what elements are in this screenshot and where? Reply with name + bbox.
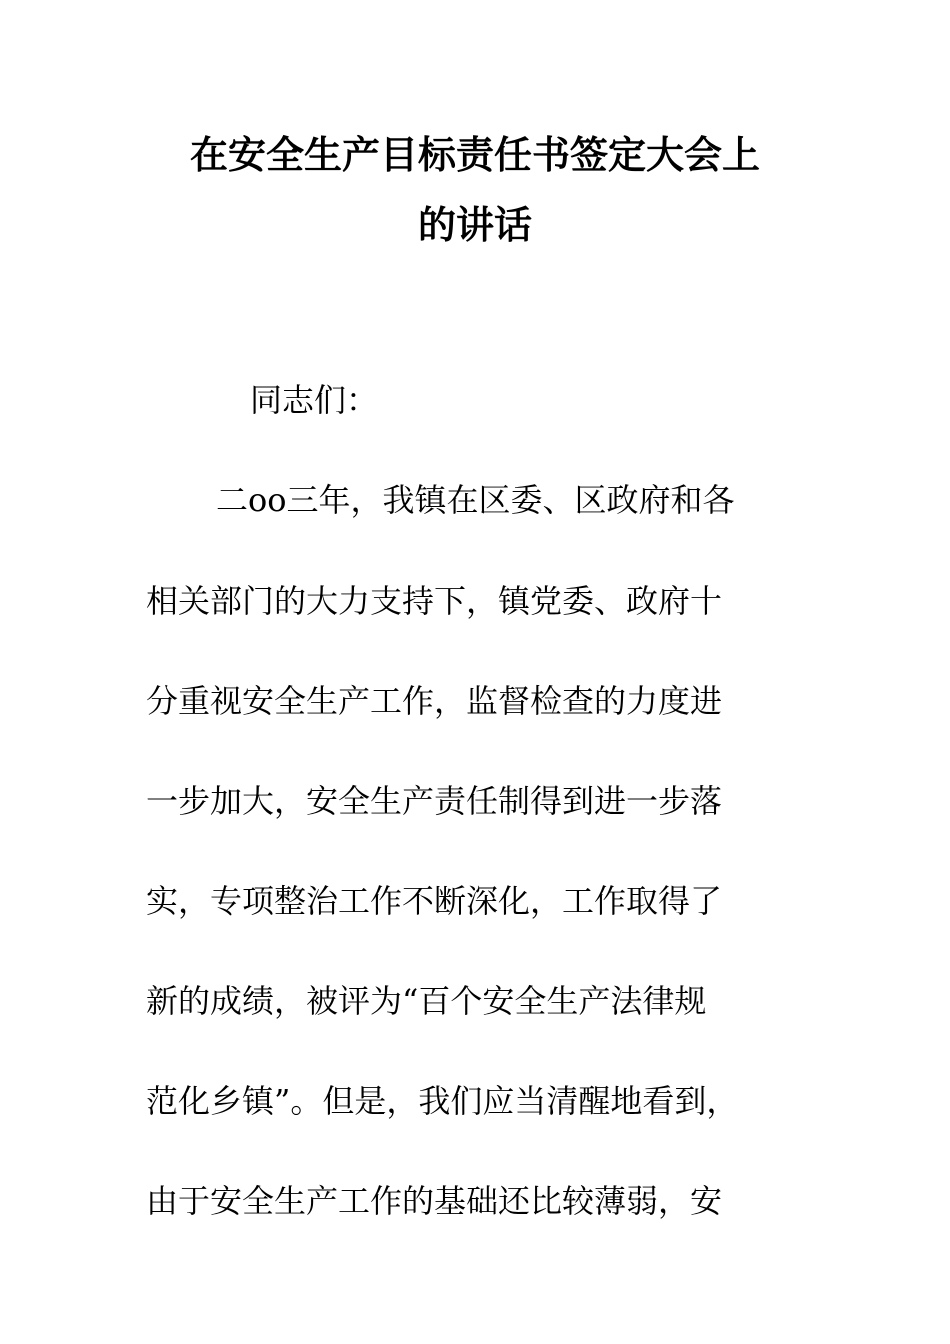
body-line-1: 二oo三年，我镇在区委、区政府和各 xyxy=(216,481,735,519)
title-line-2: 的讲话 xyxy=(417,203,532,247)
body-line-3: 分重视安全生产工作，监督检查的力度进 xyxy=(146,682,723,720)
body-line-4: 一步加大，安全生产责任制得到进一步落 xyxy=(146,782,723,820)
salutation: 同志们： xyxy=(250,381,379,419)
title-line-1: 在安全生产目标责任书签定大会上 xyxy=(189,133,760,177)
body-line-7: 范化乡镇”。但是，我们应当清醒地看到， xyxy=(146,1082,739,1120)
document-title xyxy=(140,120,810,260)
body-line-2: 相关部门的大力支持下，镇党委、政府十 xyxy=(146,582,723,620)
body-line-8: 由于安全生产工作的基础还比较薄弱，安 xyxy=(146,1182,723,1220)
body-line-5: 实，专项整治工作不断深化，工作取得了 xyxy=(146,882,723,920)
body-line-6: 新的成绩，被评为“百个安全生产法律规 xyxy=(146,982,707,1020)
